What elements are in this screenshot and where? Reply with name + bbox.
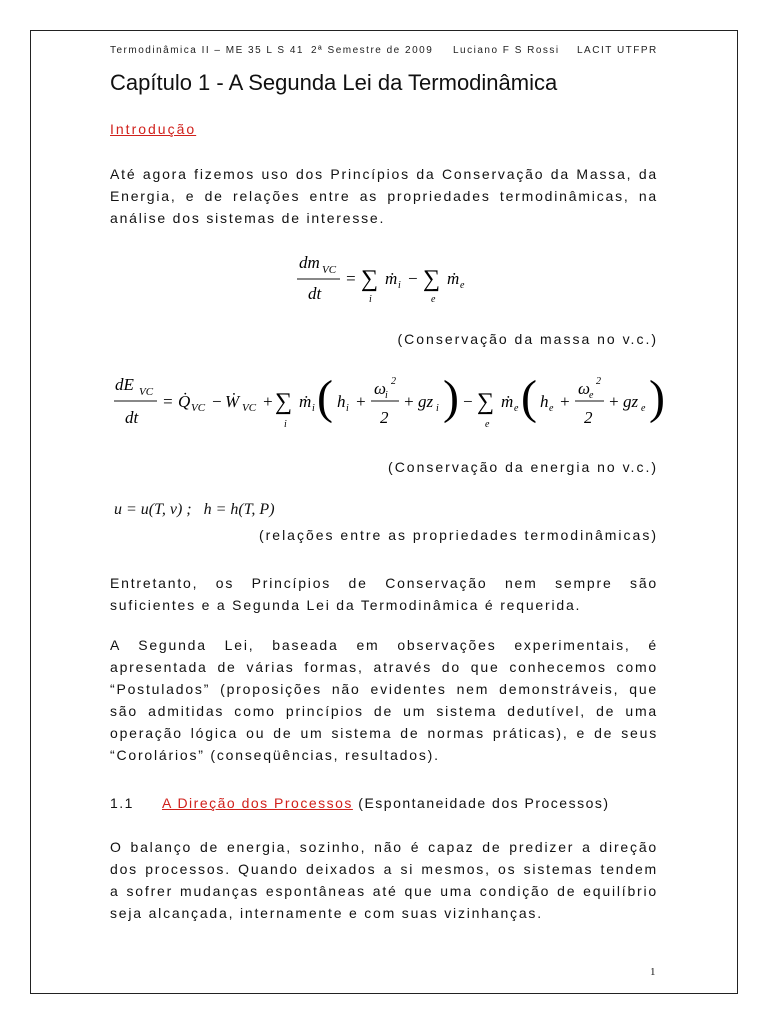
svg-text:ṁ: ṁ (299, 392, 312, 411)
paragraph-4: O balanço de energia, sozinho, não é capaz de predizer a direção dos processos. Quando deixados a si mesmos, os sistemas tendem a sofrer mudanças espontâneas até que uma condição de equilíbrio seja alcançada, internamente e com suas vizinhanças. (110, 839, 658, 921)
header-institution: LACIT UTFPR (577, 45, 658, 56)
section-subtitle: (Espontaneidade dos Processos) (358, 795, 610, 811)
svg-text:+: + (403, 392, 415, 411)
energy-conservation-equation (112, 368, 672, 443)
energy-equation-caption: (Conservação da energia no v.c.) (388, 459, 658, 475)
svg-text:+: + (355, 392, 367, 411)
svg-text:2: 2 (391, 376, 396, 387)
svg-text:+: + (262, 392, 274, 411)
svg-text:): ) (443, 371, 459, 424)
section-title: A Direção dos Processos (161, 795, 353, 811)
svg-text:−: − (407, 269, 419, 288)
svg-text:i: i (369, 294, 372, 305)
property-relations-equation: u = u(T, v) ; h = h(T, P) (114, 501, 275, 518)
svg-text:h: h (337, 392, 346, 411)
svg-text:e: e (431, 294, 436, 305)
svg-text:ṁ: ṁ (501, 392, 514, 411)
paragraph-1: Até agora fizemos uso dos Princípios da Conservação da Massa, da Energia, e de relações entre as propriedades termodinâmicas, na análise dos sistemas de interesse. (110, 166, 658, 226)
svg-text:ṁ: ṁ (385, 269, 398, 288)
svg-text:+: + (559, 392, 571, 411)
section-number: 1.1 (110, 795, 134, 811)
svg-text:i: i (436, 403, 439, 414)
svg-text:i: i (346, 403, 349, 414)
svg-text:Q̇: Q̇ (178, 392, 191, 411)
svg-text:(: ( (317, 371, 333, 424)
svg-text:): ) (649, 371, 665, 424)
svg-text:ω: ω (374, 379, 387, 398)
svg-text:i: i (398, 280, 401, 291)
svg-text:e: e (641, 403, 646, 414)
property-relations-caption: (relações entre as propriedades termodinâmicas) (258, 527, 658, 543)
svg-text:∑: ∑ (275, 389, 293, 415)
svg-text:i: i (312, 403, 315, 414)
header-course: Termodinâmica II – ME 35 L S 41 (110, 45, 304, 56)
svg-text:i: i (385, 390, 388, 401)
mass-equation-caption: (Conservação da massa no v.c.) (397, 331, 658, 347)
svg-text:gz: gz (623, 392, 639, 411)
svg-text:−: − (211, 392, 223, 411)
page-number: 1 (650, 966, 656, 978)
svg-text:VC: VC (322, 264, 337, 276)
svg-text:=: = (345, 269, 357, 288)
svg-text:e: e (514, 403, 519, 414)
svg-text:−: − (462, 392, 474, 411)
section-heading-introducao: Introdução (110, 121, 197, 137)
svg-text:∑: ∑ (361, 266, 379, 292)
svg-text:VC: VC (191, 402, 206, 414)
svg-text:dt: dt (308, 284, 322, 303)
svg-text:e: e (549, 403, 554, 414)
header-semester: 2ª Semestre de 2009 (311, 45, 434, 56)
svg-text:VC: VC (242, 402, 257, 414)
svg-text:gz: gz (418, 392, 434, 411)
svg-text:h: h (540, 392, 549, 411)
svg-text:e: e (485, 419, 490, 430)
svg-text:(: ( (521, 371, 537, 424)
svg-text:2: 2 (584, 408, 593, 427)
svg-text:Ẇ: Ẇ (225, 392, 240, 411)
svg-text:i: i (284, 419, 287, 430)
svg-text:∑: ∑ (477, 389, 495, 415)
svg-text:2: 2 (380, 408, 389, 427)
header-author: Luciano F S Rossi (453, 45, 560, 56)
svg-text:dE: dE (115, 375, 134, 394)
svg-text:ω: ω (578, 379, 591, 398)
svg-text:e: e (460, 280, 465, 291)
svg-text:ṁ: ṁ (447, 269, 460, 288)
svg-text:∑: ∑ (423, 266, 441, 292)
paragraph-2: Entretanto, os Princípios de Conservação nem sempre são suficientes e a Segunda Lei da Termodinâmica é requerida. (110, 575, 658, 613)
mass-conservation-equation (295, 252, 495, 321)
svg-text:e: e (589, 390, 594, 401)
svg-text:=: = (162, 392, 174, 411)
svg-text:+: + (608, 392, 620, 411)
chapter-title: Capítulo 1 - A Segunda Lei da Termodinâmica (110, 70, 558, 95)
svg-text:dm: dm (299, 253, 320, 272)
paragraph-3: A Segunda Lei, baseada em observações experimentais, é apresentada de várias formas, através do que conhecemos como “Postulados” (proposições não evidentes nem demonstráveis, que são admitidas como princípios de um sistema dedutível, de uma operação lógica ou de um sistema de normas práticas), e de seus “Corolários” (conseqüências, resultados). (110, 637, 658, 763)
svg-text:2: 2 (596, 376, 601, 387)
svg-text:dt: dt (125, 408, 139, 427)
svg-text:VC: VC (139, 386, 154, 398)
section-heading-1-1 (110, 795, 610, 811)
